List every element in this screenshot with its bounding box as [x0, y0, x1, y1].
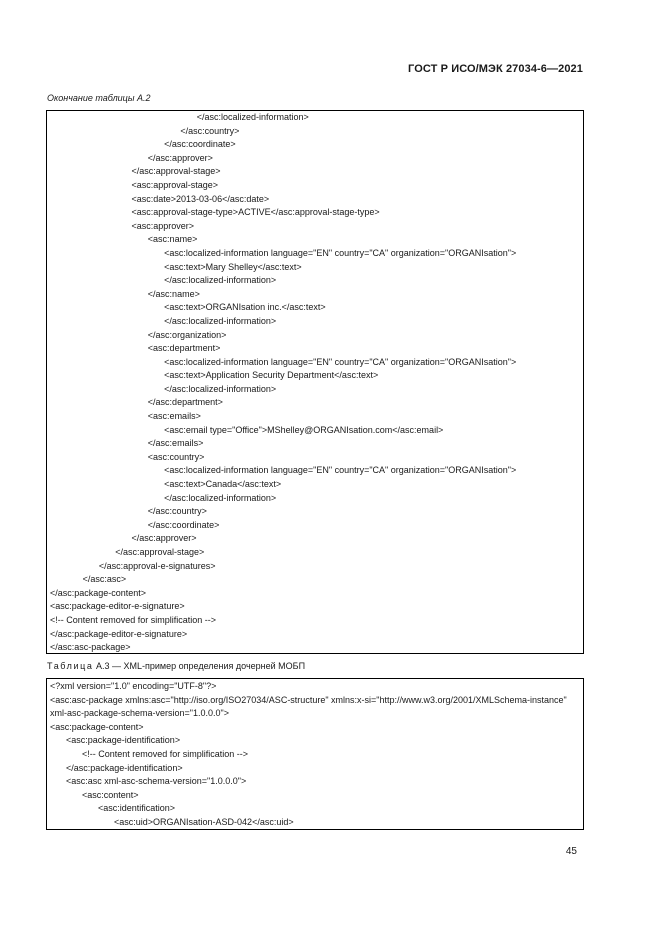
- code-line: </asc:asc-package>: [50, 642, 131, 653]
- table-a2-code-box: [46, 110, 584, 654]
- code-line: </asc:approver>: [147, 152, 213, 163]
- code-line: <asc:package-identification>: [66, 735, 181, 746]
- code-line: <?xml version="1.0" encoding="UTF-8"?>: [50, 681, 217, 691]
- code-line: <asc:identification>: [98, 803, 176, 814]
- code-line: <asc:asc-package xmlns:asc="http://iso.org/ISO27034/ASC-structure" xmlns:x-si="http://www.w3.org/2001/XMLSchema-instance": [50, 694, 567, 705]
- code-line: </asc:approval-e-signatures>: [98, 560, 216, 571]
- table-a2-code: [47, 111, 583, 655]
- code-line: </asc:name>: [147, 288, 200, 299]
- code-line: <asc:approval-stage>: [131, 179, 219, 190]
- table-a3-code-box: [46, 678, 584, 830]
- standard-header: ГОСТ Р ИСО/МЭК 27034-6—2021: [408, 63, 583, 75]
- code-line: <asc:email type="Office">MShelley@ORGANIsation.com</asc:email>: [164, 424, 444, 435]
- code-line: <asc:country>: [147, 451, 205, 462]
- code-line: </asc:localized-information>: [164, 315, 277, 326]
- table-a2-caption: Окончание таблицы А.2: [47, 93, 151, 103]
- code-line: </asc:approver>: [131, 533, 197, 544]
- code-line: </asc:emails>: [147, 438, 204, 449]
- code-line: <asc:asc xml-asc-schema-version="1.0.0.0">: [66, 776, 247, 787]
- code-line: <asc:content>: [82, 789, 139, 800]
- code-line: </asc:country>: [147, 506, 207, 517]
- code-line: </asc:localized-information>: [164, 492, 277, 503]
- code-line: <asc:date>2013-03-06</asc:date>: [131, 193, 270, 204]
- code-line: <asc:package-editor-e-signature>: [50, 601, 185, 612]
- table-a3-caption-rest: А.3 — XML-пример определения дочерней МОБП: [96, 661, 306, 671]
- code-line: <!-- Content removed for simplification -->: [82, 748, 249, 759]
- code-line: </asc:department>: [147, 397, 223, 408]
- code-line: <asc:text>Canada</asc:text>: [164, 479, 282, 490]
- code-line: xml-asc-package-schema-version="1.0.0.0">: [50, 708, 229, 719]
- code-line: <asc:emails>: [147, 411, 201, 422]
- code-line: <asc:localized-information language="EN" country="CA" organization="ORGANIsation">: [164, 356, 517, 367]
- code-line: <asc:approver>: [131, 220, 195, 231]
- code-line: <asc:approval-stage-type>ACTIVE</asc:approval-stage-type>: [131, 207, 380, 218]
- code-line: </asc:organization>: [147, 329, 227, 340]
- table-a3-code: [47, 680, 583, 830]
- code-line: </asc:country>: [180, 125, 240, 136]
- code-line: <asc:uid>ORGANIsation-ASD-042</asc:uid>: [114, 816, 294, 827]
- code-line: </asc:localized-information>: [196, 112, 309, 122]
- code-line: </asc:approval-stage>: [115, 547, 205, 557]
- code-line: </asc:coordinate>: [164, 139, 236, 150]
- code-line: </asc:package-editor-e-signature>: [50, 628, 188, 639]
- code-line: <asc:localized-information language="EN" country="CA" organization="ORGANIsation">: [164, 465, 517, 476]
- code-line: </asc:coordinate>: [147, 519, 220, 530]
- code-line: <asc:package-content>: [50, 721, 144, 732]
- code-line: </asc:package-content>: [50, 587, 147, 598]
- code-line: <asc:text>ORGANIsation inc.</asc:text>: [164, 302, 326, 313]
- code-line: </asc:localized-information>: [164, 383, 277, 394]
- table-a3-caption-prefix: Таблица: [47, 661, 94, 671]
- code-line: </asc:package-identification>: [66, 762, 183, 773]
- code-line: <asc:name>: [147, 234, 198, 245]
- code-line: </asc:asc>: [82, 574, 127, 585]
- page-number: 45: [565, 846, 577, 857]
- table-a3-caption: [47, 661, 305, 671]
- code-line: <asc:text>Mary Shelley</asc:text>: [164, 261, 302, 272]
- code-line: <asc:department>: [147, 343, 221, 354]
- code-line: </asc:approval-stage>: [131, 166, 221, 177]
- code-line: <asc:localized-information language="EN" country="CA" organization="ORGANIsation">: [164, 247, 517, 258]
- code-line: </asc:localized-information>: [164, 275, 277, 286]
- code-line: <asc:text>Application Security Department</asc:text>: [164, 370, 379, 381]
- code-line: <!-- Content removed for simplification -->: [50, 614, 217, 625]
